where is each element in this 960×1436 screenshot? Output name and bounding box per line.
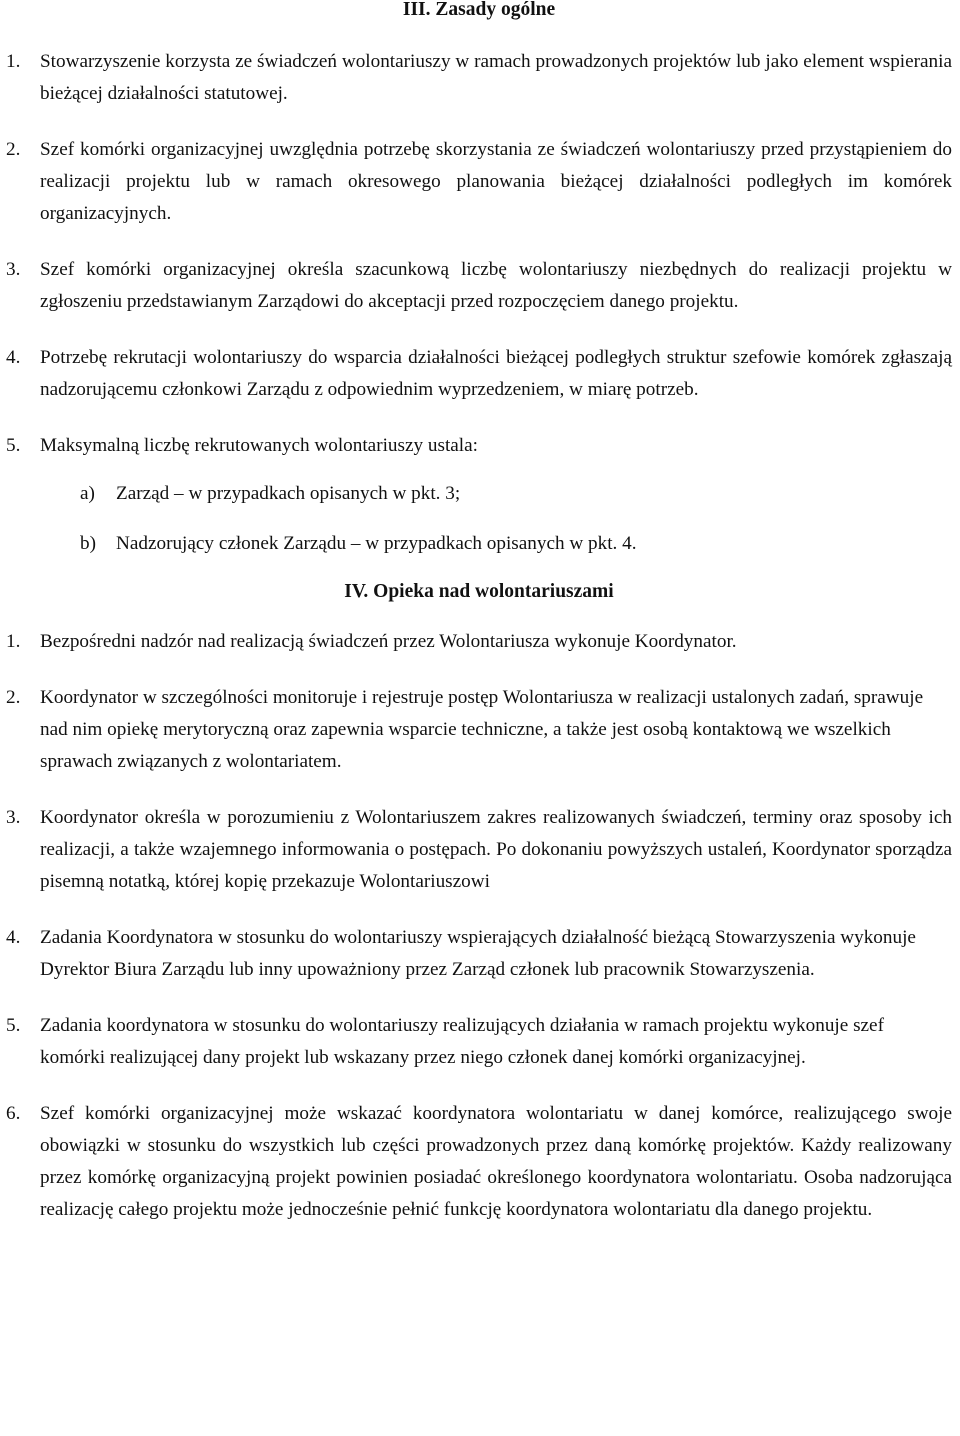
sub-item-text: Zarząd – w przypadkach opisanych w pkt. 3; [116, 483, 461, 504]
list-item [6, 802, 952, 898]
section-title-zasady-ogolne: III. Zasady ogólne [402, 0, 556, 20]
sub-item-letter: b) [80, 533, 96, 554]
list-item [6, 682, 952, 778]
item-text: Stowarzyszenie korzysta ze świadczeń wolontariuszy w ramach prowadzonych projektów lub jako element wspierania bieżącej działalności statutowej. [40, 51, 952, 104]
item-number: 6. [6, 1103, 21, 1124]
list-item [6, 922, 952, 986]
item-text: Szef komórki organizacyjnej może wskazać koordynatora wolontariatu w danej komórce, realizującego swoje obowiązki w stosunku do wszystkich lub części prowadzonych przez daną komórkę projektów. Każdy realizowany przez komórkę organizacyjną projekt powinien posiadać określonego koordynatora wolontariatu. Osoba nadzorująca realizację całego projektu może jednocześnie pełnić funkcję koordynatora wolontariatu dla danego projektu. [40, 1103, 952, 1220]
item-number: 4. [6, 927, 21, 948]
sub-item-text: Nadzorujący członek Zarządu – w przypadkach opisanych w pkt. 4. [116, 533, 637, 554]
item-text: Potrzebę rekrutacji wolontariuszy do wsparcia działalności bieżącej podległych struktur szefowie komórek zgłaszają nadzorującemu członkowi Zarządu z odpowiednim wyprzedzeniem, w miarę potrzeb. [40, 347, 952, 400]
list-item [6, 134, 952, 230]
sub-list-item [80, 528, 952, 560]
item-text: Koordynator w szczególności monitoruje i rejestruje postęp Wolontariusza w realizacji ustalonych zadań, sprawuje nad nim opiekę merytoryczną oraz zapewnia wsparcie techniczne, a także jest osobą kontaktową we wszelkich sprawach związanych z wolontariatem. [40, 687, 924, 772]
list-item [6, 46, 952, 110]
list-item [6, 1098, 952, 1226]
item-text: Zadania koordynatora w stosunku do wolontariuszy realizujących działania w ramach projektu wykonuje szef komórki realizującej dany projekt lub wskazany przez niego członek danej komórki organizacyjnej. [40, 1015, 884, 1068]
list-item [6, 1010, 952, 1074]
item-number: 3. [6, 259, 21, 280]
sub-list-item [80, 478, 952, 510]
item-number: 5. [6, 435, 21, 456]
item-number: 5. [6, 1015, 21, 1036]
item-text: Zadania Koordynatora w stosunku do wolontariuszy wspierających działalność bieżącą Stowarzyszenia wykonuje Dyrektor Biura Zarządu lub inny upoważniony przez Zarząd członek lub pracownik Stowarzyszenia. [40, 927, 916, 980]
item-text: Bezpośredni nadzór nad realizacją świadczeń przez Wolontariusza wykonuje Koordynator. [40, 631, 737, 652]
item-number: 1. [6, 51, 21, 72]
item-number: 2. [6, 687, 21, 708]
list-item [6, 254, 952, 318]
item-text: Koordynator określa w porozumieniu z Wolontariuszem zakres realizowanych świadczeń, terminy oraz sposoby ich realizacji, a także wzajemnego informowania o postępach. Po dokonaniu powyższych ustaleń, Koordynator sporządza pisemną notatką, której kopię przekazuje Wolontariuszowi [40, 807, 952, 892]
item-text: Szef komórki organizacyjnej uwzględnia potrzebę skorzystania ze świadczeń wolontariuszy przed przystąpieniem do realizacji projektu lub w ramach okresowego planowania bieżącej działalności podległych im komórek organizacyjnych. [40, 139, 952, 224]
item-number: 2. [6, 139, 21, 160]
list-item [6, 342, 952, 406]
item-number: 1. [6, 631, 21, 652]
list-item [6, 430, 952, 462]
section-title-opieka: IV. Opieka nad wolontariuszami [344, 581, 614, 602]
list-item [6, 626, 952, 658]
item-text: Szef komórki organizacyjnej określa szacunkową liczbę wolontariuszy niezbędnych do realizacji projektu w zgłoszeniu przedstawianym Zarządowi do akceptacji przed rozpoczęciem danego projektu. [40, 259, 952, 312]
item-text: Maksymalną liczbę rekrutowanych wolontariuszy ustala: [40, 435, 478, 456]
sub-item-letter: a) [80, 483, 95, 504]
item-number: 4. [6, 347, 21, 368]
item-number: 3. [6, 807, 21, 828]
